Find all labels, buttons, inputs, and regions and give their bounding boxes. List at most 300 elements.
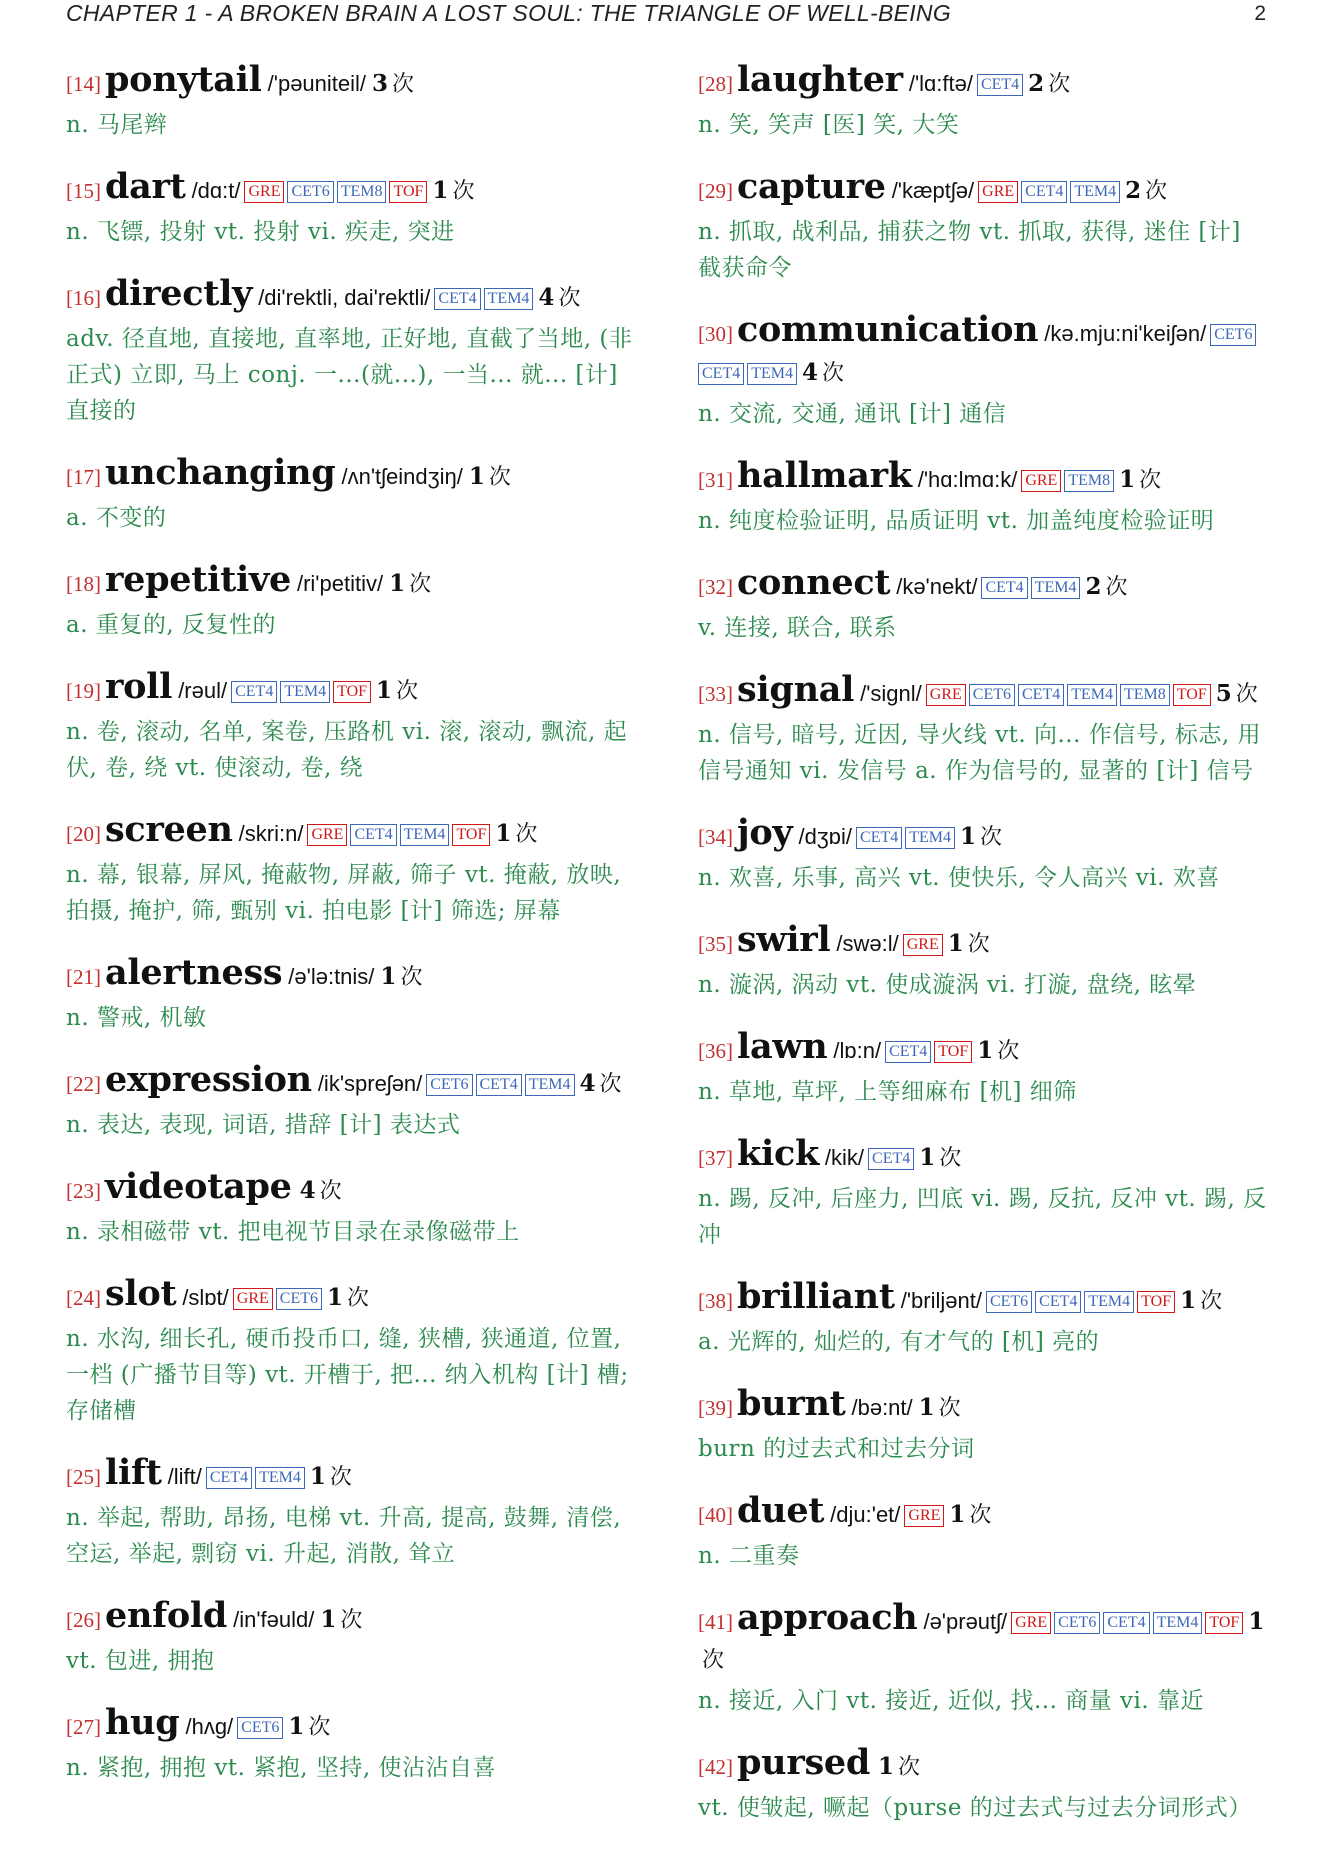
count-unit: 次 (980, 825, 1003, 850)
entry-number: [21] (66, 965, 101, 989)
count-number: 2 (1085, 573, 1102, 600)
headword: directly (105, 273, 253, 314)
exam-tag: TEM4 (400, 824, 450, 846)
vocab-entry (66, 273, 638, 429)
frequency-count (1178, 1287, 1223, 1314)
entry-headline (66, 452, 638, 498)
entry-headline (698, 1597, 1272, 1681)
count-unit: 次 (319, 1179, 342, 1204)
pronunciation: /skri:n/ (238, 821, 304, 846)
count-number: 1 (949, 1501, 966, 1528)
pronunciation: /rəul/ (178, 678, 228, 703)
pronunciation: /di'rektli, dai'rektli/ (258, 285, 431, 310)
exam-tag: GRE (307, 824, 347, 846)
frequency-count (578, 1070, 622, 1097)
definition: vt. 使皱起, 噘起（purse 的过去式与过去分词形式） (698, 1795, 1252, 1821)
entry-number: [28] (698, 72, 733, 96)
definition: n. 笑, 笑声 [医] 笑, 大笑 (698, 112, 960, 138)
headword: hug (105, 1702, 180, 1743)
exam-tag: CET4 (698, 363, 744, 385)
exam-tag: CET6 (1210, 324, 1256, 346)
vocab-entry (66, 1702, 638, 1786)
exam-tag: TEM4 (1084, 1291, 1134, 1313)
count-unit: 次 (452, 179, 475, 204)
headword: kick (737, 1133, 819, 1174)
entry-number: [23] (66, 1179, 101, 1203)
pronunciation: /ʌn'tʃeindʒiŋ/ (341, 464, 463, 489)
definition: n. 幕, 银幕, 屏风, 掩蔽物, 屏蔽, 筛子 vt. 掩蔽, 放映, 拍摄, 掩护, 筛, 甄别 vi. 拍电影 [计] 筛选; 屏幕 (66, 862, 622, 924)
entry-number: [42] (698, 1755, 733, 1779)
vocab-entry (66, 809, 638, 929)
definition: n. 踢, 反冲, 后座力, 凹底 vi. 踢, 反抗, 反冲 vt. 踢, 反冲 (698, 1186, 1267, 1248)
definition: n. 漩涡, 涡动 vt. 使成漩涡 vi. 打漩, 盘绕, 眩晕 (698, 972, 1197, 998)
frequency-count (1026, 70, 1071, 97)
definition: n. 信号, 暗号, 近因, 导火线 vt. 向... 作信号, 标志, 用信号通知 vi. 发信号 a. 作为信号的, 显著的 [计] 信号 (698, 722, 1261, 784)
headword: connect (737, 562, 891, 603)
pronunciation: /hʌg/ (185, 1714, 234, 1739)
frequency-count (467, 463, 511, 490)
exam-tag: TEM8 (337, 181, 387, 203)
frequency-count (958, 823, 1003, 850)
entry-headline (66, 1452, 638, 1498)
count-unit: 次 (997, 1039, 1020, 1064)
vocab-entry (698, 59, 1272, 143)
count-number: 1 (495, 820, 512, 847)
entry-headline (698, 919, 1272, 965)
exam-tag: CET4 (350, 824, 396, 846)
count-number: 4 (579, 1070, 596, 1097)
headword: laughter (737, 59, 903, 100)
count-number: 1 (878, 1753, 895, 1780)
frequency-count (378, 963, 423, 990)
exam-tag: CET4 (856, 827, 902, 849)
entry-number: [22] (66, 1072, 101, 1096)
count-unit: 次 (939, 1146, 962, 1171)
entry-number: [24] (66, 1286, 101, 1310)
pronunciation: /'lɑ:ftə/ (908, 71, 973, 96)
entry-headline (698, 1742, 1272, 1788)
pronunciation: /'pəuniteil/ (267, 71, 367, 96)
vocab-entry (66, 59, 638, 143)
entry-headline (66, 1595, 638, 1641)
headword: ponytail (105, 59, 262, 100)
entry-number: [30] (698, 322, 733, 346)
entry-headline (66, 273, 638, 319)
definition: a. 重复的, 反复性的 (66, 612, 276, 638)
frequency-count (800, 359, 845, 386)
entry-headline (66, 952, 638, 998)
count-unit: 次 (340, 1608, 363, 1633)
entry-number: [25] (66, 1465, 101, 1489)
vocab-entry (698, 919, 1272, 1003)
pronunciation: /ik'spreʃən/ (317, 1071, 423, 1096)
count-unit: 次 (967, 932, 990, 957)
entry-number: [31] (698, 468, 733, 492)
entry-number: [32] (698, 575, 733, 599)
vocab-entry (698, 1133, 1272, 1253)
vocab-entry (66, 1166, 638, 1250)
entry-number: [16] (66, 286, 101, 310)
count-unit: 次 (1235, 682, 1258, 707)
frequency-count (430, 177, 475, 204)
headword: roll (105, 666, 173, 707)
entry-number: [14] (66, 72, 101, 96)
exam-tag: GRE (233, 1288, 273, 1310)
exam-tag: CET6 (287, 181, 333, 203)
vocab-entry (66, 166, 638, 250)
exam-tag: TOF (1173, 684, 1211, 706)
exam-tag: CET4 (977, 74, 1023, 96)
definition: n. 纯度检验证明, 品质证明 vt. 加盖纯度检验证明 (698, 508, 1215, 534)
vocab-entry (698, 669, 1272, 789)
headword: slot (105, 1273, 177, 1314)
count-number: 1 (376, 677, 393, 704)
count-unit: 次 (969, 1503, 992, 1528)
exam-tag: TEM4 (525, 1074, 575, 1096)
frequency-count (374, 677, 419, 704)
pronunciation: /dju:'et/ (830, 1502, 901, 1527)
exam-tag: TEM4 (905, 827, 955, 849)
pronunciation: /'briljənt/ (900, 1288, 982, 1313)
entry-number: [38] (698, 1289, 733, 1313)
entry-headline (698, 1383, 1272, 1429)
frequency-count (1117, 466, 1162, 493)
definition: n. 录相磁带 vt. 把电视节目录在录像磁带上 (66, 1219, 520, 1245)
entry-headline (66, 1059, 638, 1105)
definition: n. 草地, 草坪, 上等细麻布 [机] 细筛 (698, 1079, 1077, 1105)
count-unit: 次 (898, 1755, 921, 1780)
vocab-entry (66, 1452, 638, 1572)
entry-headline (66, 809, 638, 855)
exam-tag: TOF (333, 681, 371, 703)
count-unit: 次 (1145, 179, 1168, 204)
vocab-entry (698, 1276, 1272, 1360)
headword: brilliant (737, 1276, 895, 1317)
definition: n. 警戒, 机敏 (66, 1005, 207, 1031)
entry-headline (698, 562, 1272, 608)
exam-tag: TEM4 (1153, 1612, 1203, 1634)
count-unit: 次 (702, 1648, 725, 1673)
vocab-entry (698, 455, 1272, 539)
entry-headline (698, 1490, 1272, 1536)
count-number: 4 (538, 284, 555, 311)
count-unit: 次 (409, 572, 432, 597)
count-number: 1 (327, 1284, 344, 1311)
definition: n. 卷, 滚动, 名单, 案卷, 压路机 vi. 滚, 滚动, 飘流, 起伏, 卷, 绕 vt. 使滚动, 卷, 绕 (66, 719, 628, 781)
exam-tag: CET4 (434, 288, 480, 310)
count-number: 1 (468, 463, 485, 490)
frequency-count (493, 820, 538, 847)
exam-tag: TEM4 (484, 288, 534, 310)
headword: dart (105, 166, 186, 207)
exam-tag: TEM4 (1067, 684, 1117, 706)
pronunciation: /bə:nt/ (851, 1395, 913, 1420)
exam-tag: CET4 (1103, 1612, 1149, 1634)
exam-tag: CET6 (237, 1717, 283, 1739)
page-number: 2 (1254, 2, 1266, 25)
frequency-count (947, 1501, 992, 1528)
entry-number: [15] (66, 179, 101, 203)
entry-number: [35] (698, 932, 733, 956)
headword: communication (737, 309, 1039, 350)
definition: n. 水沟, 细长孔, 硬币投币口, 缝, 狭槽, 狭通道, 位置, 一档 (广播节目等) vt. 开槽于, 把... 纳入机构 [计] 槽; 存储槽 (66, 1326, 629, 1424)
pronunciation: /dʒɒi/ (798, 824, 853, 849)
pronunciation: /ri'petitiv/ (296, 571, 384, 596)
entry-number: [20] (66, 822, 101, 846)
entry-headline (698, 455, 1272, 501)
exam-tag: GRE (1011, 1612, 1051, 1634)
exam-tag: GRE (244, 181, 284, 203)
count-number: 1 (947, 930, 964, 957)
entry-headline (698, 166, 1272, 212)
pronunciation: /'hɑ:lmɑ:k/ (917, 467, 1018, 492)
count-unit: 次 (396, 679, 419, 704)
entry-headline (66, 666, 638, 712)
count-unit: 次 (392, 72, 415, 97)
frequency-count (876, 1753, 921, 1780)
count-unit: 次 (488, 465, 511, 490)
exam-tag: GRE (904, 1505, 944, 1527)
vocab-entry (698, 1026, 1272, 1110)
exam-tag: CET4 (206, 1467, 252, 1489)
headword: alertness (105, 952, 283, 993)
definition: adv. 径直地, 直接地, 直率地, 正好地, 直截了当地, (非正式) 立即, 马上 conj. 一...(就...), 一当... 就... [计] 直接的 (66, 326, 633, 424)
count-unit: 次 (515, 822, 538, 847)
exam-tag: CET4 (1021, 181, 1067, 203)
exam-tag: CET4 (1018, 684, 1064, 706)
frequency-count (370, 70, 415, 97)
frequency-count (536, 284, 581, 311)
definition: n. 欢喜, 乐事, 高兴 vt. 使快乐, 令人高兴 vi. 欢喜 (698, 865, 1220, 891)
count-number: 4 (802, 359, 819, 386)
definition: a. 光辉的, 灿烂的, 有才气的 [机] 亮的 (698, 1329, 1100, 1355)
exam-tag: TEM4 (747, 363, 797, 385)
count-unit: 次 (558, 286, 581, 311)
exam-tag: TOF (452, 824, 490, 846)
count-number: 1 (432, 177, 449, 204)
count-unit: 次 (599, 1072, 622, 1097)
exam-tag: TOF (1137, 1291, 1175, 1313)
frequency-count (318, 1606, 363, 1633)
entry-number: [34] (698, 825, 733, 849)
vocab-entry (66, 1273, 638, 1429)
pronunciation: /swə:l/ (836, 931, 899, 956)
count-number: 5 (1215, 680, 1232, 707)
count-number: 4 (299, 1177, 316, 1204)
headword: lawn (737, 1026, 828, 1067)
entry-number: [26] (66, 1608, 101, 1632)
exam-tag: CET6 (969, 684, 1015, 706)
entry-number: [37] (698, 1146, 733, 1170)
headword: expression (105, 1059, 312, 1100)
definition: n. 接近, 入门 vt. 接近, 近似, 找... 商量 vi. 靠近 (698, 1688, 1204, 1714)
definition: n. 马尾辫 (66, 112, 168, 138)
entry-number: [33] (698, 682, 733, 706)
definition: burn 的过去式和过去分词 (698, 1436, 975, 1462)
frequency-count (917, 1144, 962, 1171)
count-number: 1 (1180, 1287, 1197, 1314)
count-number: 1 (1248, 1608, 1265, 1635)
count-unit: 次 (329, 1465, 352, 1490)
exam-tag: CET4 (476, 1074, 522, 1096)
definition: n. 表达, 表现, 词语, 措辞 [计] 表达式 (66, 1112, 461, 1138)
definition: vt. 包进, 拥抱 (66, 1648, 215, 1674)
pronunciation: /ə'lə:tnis/ (288, 964, 375, 989)
definition: n. 举起, 帮助, 昂扬, 电梯 vt. 升高, 提高, 鼓舞, 清偿, 空运, 举起, 剽窃 vi. 升起, 消散, 耸立 (66, 1505, 622, 1567)
frequency-count (308, 1463, 352, 1490)
vocab-entry (698, 166, 1272, 286)
vocab-entry (698, 1597, 1272, 1719)
frequency-count (1123, 177, 1168, 204)
vocab-entry (66, 452, 638, 536)
exam-tag: CET6 (426, 1074, 472, 1096)
frequency-count (1083, 573, 1128, 600)
count-unit: 次 (308, 1715, 331, 1740)
exam-tag: CET6 (986, 1291, 1032, 1313)
definition: v. 连接, 联合, 联系 (698, 615, 897, 641)
count-unit: 次 (400, 965, 423, 990)
count-number: 1 (380, 963, 397, 990)
frequency-count (1214, 680, 1258, 707)
exam-tag: CET4 (885, 1041, 931, 1063)
pronunciation: /kik/ (824, 1145, 865, 1170)
exam-tag: CET6 (276, 1288, 322, 1310)
entry-number: [41] (698, 1610, 733, 1634)
exam-tag: CET6 (1054, 1612, 1100, 1634)
count-unit: 次 (1200, 1289, 1223, 1314)
pronunciation: /'kæptʃə/ (891, 178, 975, 203)
count-unit: 次 (1048, 72, 1071, 97)
pronunciation: /lɒ:n/ (833, 1038, 882, 1063)
exam-tag: GRE (926, 684, 966, 706)
definition: n. 二重奏 (698, 1543, 800, 1569)
vocab-entry (698, 309, 1272, 432)
definition: a. 不变的 (66, 505, 167, 531)
definition: n. 紧抱, 拥抱 vt. 紧抱, 坚持, 使沾沾自喜 (66, 1755, 496, 1781)
headword: enfold (105, 1595, 228, 1636)
exam-tag: CET4 (981, 577, 1027, 599)
entry-headline (698, 1276, 1272, 1322)
count-number: 1 (1119, 466, 1136, 493)
left-column (66, 59, 638, 1812)
vocab-entry (66, 1595, 638, 1679)
vocab-entry (66, 666, 638, 786)
pronunciation: /lift/ (167, 1464, 202, 1489)
vocab-entry (698, 1742, 1272, 1826)
headword: screen (105, 809, 233, 850)
vocab-entry (66, 1059, 638, 1143)
count-unit: 次 (938, 1396, 961, 1421)
headword: approach (737, 1597, 918, 1638)
frequency-count (325, 1284, 370, 1311)
exam-tag: TEM4 (255, 1467, 305, 1489)
entry-headline (66, 59, 638, 105)
frequency-count (975, 1037, 1020, 1064)
count-unit: 次 (1139, 468, 1162, 493)
entry-headline (698, 309, 1272, 394)
pronunciation: /kə'nekt/ (896, 574, 978, 599)
vocab-entry (698, 812, 1272, 896)
pronunciation: /slɒt/ (182, 1285, 229, 1310)
count-number: 1 (977, 1037, 994, 1064)
count-number: 1 (918, 1394, 935, 1421)
entry-number: [29] (698, 179, 733, 203)
entry-number: [40] (698, 1503, 733, 1527)
pronunciation: /ə'prəutʃ/ (923, 1609, 1008, 1634)
headword: signal (737, 669, 855, 710)
entry-headline (698, 669, 1272, 715)
definition: n. 抓取, 战利品, 捕获之物 vt. 抓取, 获得, 迷住 [计] 截获命令 (698, 219, 1241, 281)
entry-number: [19] (66, 679, 101, 703)
entry-headline (66, 1166, 638, 1212)
count-number: 2 (1028, 70, 1045, 97)
count-number: 1 (288, 1713, 305, 1740)
count-unit: 次 (347, 1286, 370, 1311)
vocab-entry (698, 562, 1272, 646)
pronunciation: /kə.mju:ni'keiʃən/ (1044, 321, 1207, 346)
pronunciation: /dɑ:t/ (191, 178, 241, 203)
headword: pursed (737, 1742, 871, 1783)
definition: n. 交流, 交通, 通讯 [计] 通信 (698, 401, 1007, 427)
count-number: 1 (320, 1606, 337, 1633)
headword: videotape (105, 1166, 292, 1207)
exam-tag: CET4 (1035, 1291, 1081, 1313)
count-number: 1 (919, 1144, 936, 1171)
exam-tag: TEM4 (1031, 577, 1081, 599)
exam-tag: TEM4 (280, 681, 330, 703)
entry-headline (698, 1133, 1272, 1179)
entry-number: [27] (66, 1715, 101, 1739)
chapter-header: CHAPTER 1 - A BROKEN BRAIN A LOST SOUL: THE TRIANGLE OF WELL-BEING (66, 0, 952, 26)
count-number: 2 (1125, 177, 1142, 204)
count-number: 3 (372, 70, 389, 97)
vocab-entry (66, 952, 638, 1036)
count-number: 1 (960, 823, 977, 850)
exam-tag: TEM4 (1070, 181, 1120, 203)
pronunciation: /'signl/ (860, 681, 922, 706)
headword: joy (737, 812, 793, 853)
exam-tag: TEM8 (1120, 684, 1170, 706)
headword: repetitive (105, 559, 291, 600)
exam-tag: GRE (1021, 470, 1061, 492)
exam-tag: TOF (934, 1041, 972, 1063)
entry-number: [17] (66, 465, 101, 489)
vocab-entry (698, 1490, 1272, 1574)
entry-headline (698, 812, 1272, 858)
count-number: 1 (309, 1463, 326, 1490)
definition: n. 飞镖, 投射 vt. 投射 vi. 疾走, 突进 (66, 219, 455, 245)
exam-tag: TOF (389, 181, 427, 203)
exam-tag: TEM8 (1064, 470, 1114, 492)
headword: swirl (737, 919, 831, 960)
count-unit: 次 (1105, 575, 1128, 600)
frequency-count (387, 570, 432, 597)
exam-tag: GRE (978, 181, 1018, 203)
count-unit: 次 (822, 361, 845, 386)
vocab-entry (66, 559, 638, 643)
headword: burnt (737, 1383, 846, 1424)
headword: hallmark (737, 455, 912, 496)
exam-tag: GRE (903, 934, 943, 956)
exam-tag: TOF (1205, 1612, 1243, 1634)
frequency-count (917, 1394, 961, 1421)
exam-tag: CET4 (231, 681, 277, 703)
exam-tag: CET4 (868, 1148, 914, 1170)
entry-headline (698, 59, 1272, 105)
entry-headline (66, 166, 638, 212)
pronunciation: /in'fəuld/ (233, 1607, 315, 1632)
vocab-entry (698, 1383, 1272, 1467)
